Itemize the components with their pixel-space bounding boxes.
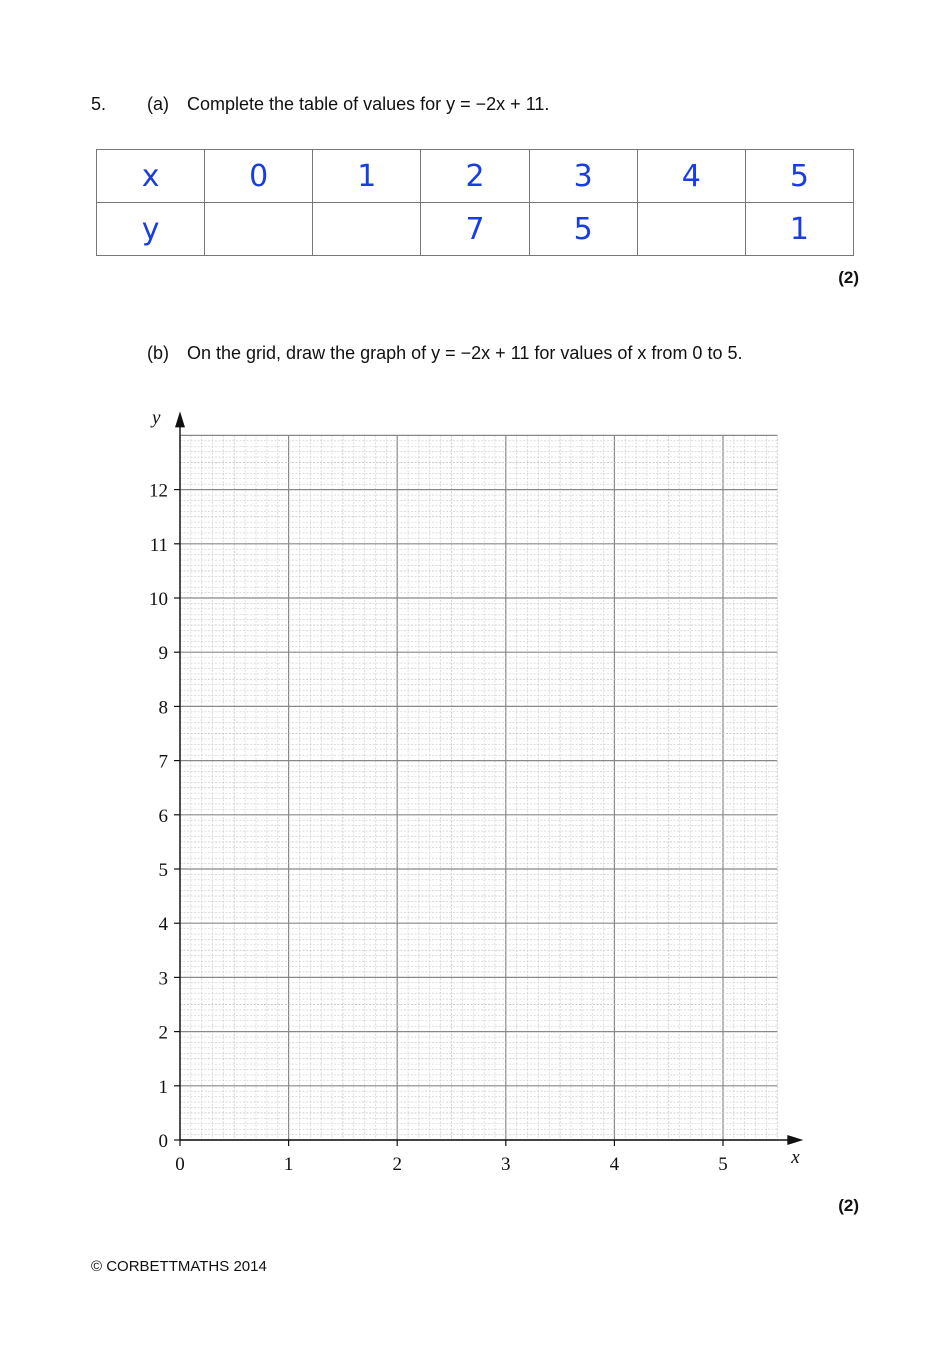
x-header-cell: x xyxy=(97,150,205,203)
y-tick-label: 0 xyxy=(158,1131,168,1152)
x-cell: 1 xyxy=(313,150,421,203)
y-tick-label: 2 xyxy=(158,1022,168,1044)
x-axis-arrow-icon xyxy=(787,1135,803,1145)
x-cell: 3 xyxy=(529,150,637,203)
y-tick-label: 1 xyxy=(158,1076,168,1098)
x-tick-label: 3 xyxy=(501,1154,511,1175)
x-cell: 0 xyxy=(205,150,313,203)
part-b-text: On the grid, draw the graph of y = −2x + 11 for values of x from 0 to 5. xyxy=(187,343,743,363)
x-cell: 5 xyxy=(745,150,853,203)
x-cell: 2 xyxy=(421,150,529,203)
x-tick-label: 0 xyxy=(175,1154,185,1175)
y-cell[interactable]: 7 xyxy=(421,203,529,256)
y-tick-label: 12 xyxy=(149,480,168,502)
part-b-marks: (2) xyxy=(838,1196,859,1215)
y-tick-label: 3 xyxy=(158,968,168,990)
x-axis-label: x xyxy=(791,1147,800,1168)
x-tick-label: 1 xyxy=(283,1154,294,1175)
y-tick-label: 4 xyxy=(158,914,168,936)
x-tick-label: 4 xyxy=(609,1154,620,1175)
y-tick-label: 5 xyxy=(158,860,168,881)
y-tick-label: 7 xyxy=(158,751,168,773)
y-tick-label: 11 xyxy=(149,534,168,556)
y-tick-label: 8 xyxy=(158,697,168,719)
y-tick-label: 6 xyxy=(158,805,168,827)
y-tick-label: 10 xyxy=(149,589,168,610)
question-number: 5. xyxy=(91,94,107,114)
part-b-label: (b) xyxy=(147,343,169,363)
y-header-cell: y xyxy=(97,203,205,256)
y-axis-arrow-icon xyxy=(175,411,185,427)
x-tick-label: 2 xyxy=(392,1154,402,1175)
part-a-marks: (2) xyxy=(838,268,859,287)
x-tick-label: 5 xyxy=(718,1154,728,1175)
y-cell[interactable]: 1 xyxy=(745,203,853,256)
y-axis-label: y xyxy=(152,407,161,429)
y-tick-label: 9 xyxy=(158,643,168,665)
x-cell: 4 xyxy=(637,150,745,203)
part-a-text: Complete the table of values for y = −2x + 11. xyxy=(187,94,550,114)
part-a-label: (a) xyxy=(147,94,169,114)
copyright-footer: © CORBETTMATHS 2014 xyxy=(91,1258,267,1275)
y-cell[interactable]: 5 xyxy=(529,203,637,256)
